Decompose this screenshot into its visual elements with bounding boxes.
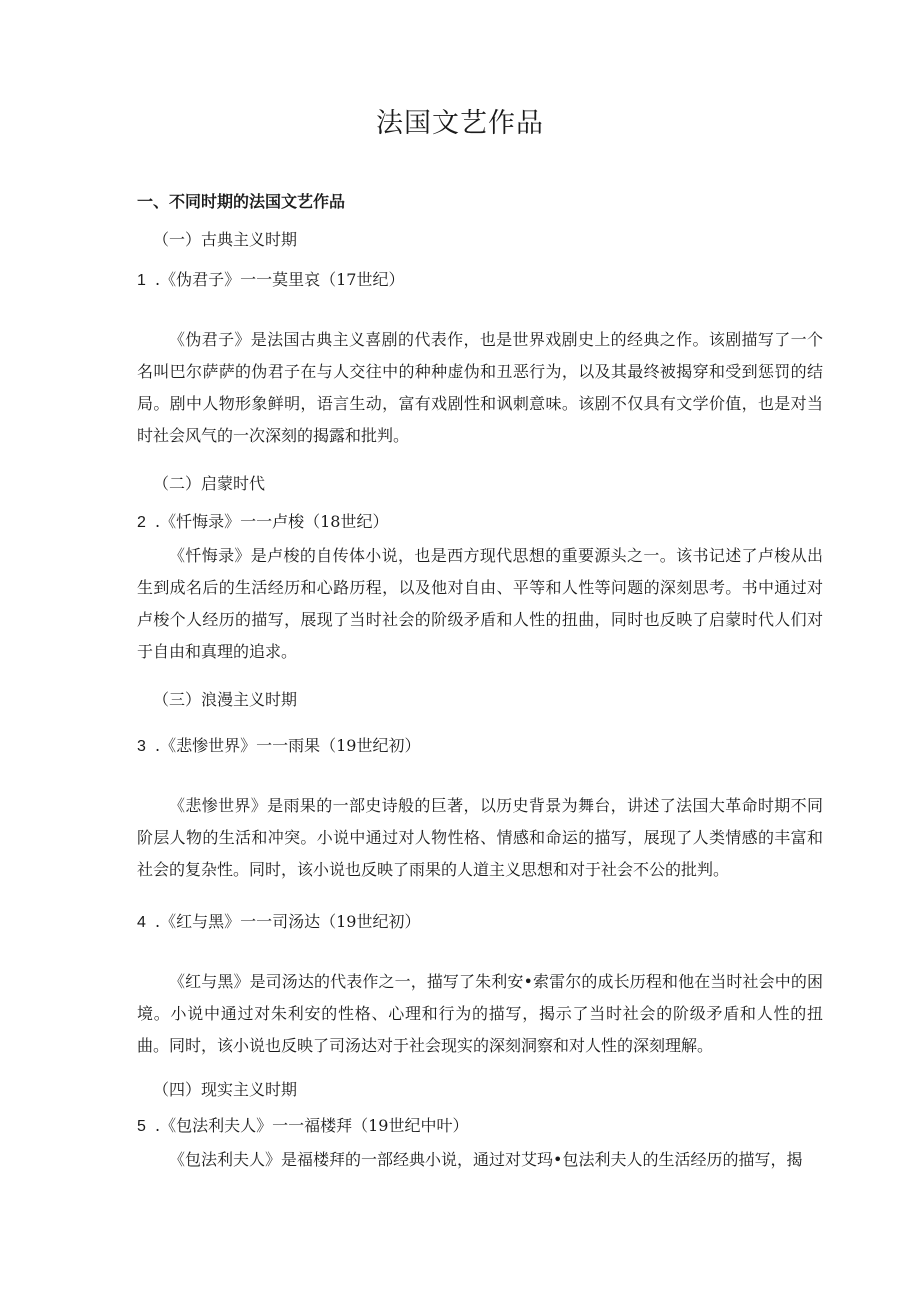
work-paragraph-1: 《伪君子》是法国古典主义喜剧的代表作，也是世界戏剧史上的经典之作。该剧描写了一个名叫巴尔萨萨的伪君子在与人交往中的种种虚伪和丑恶行为，以及其最终被揭穿和受到惩罚的结局。剧中人物形象鲜明，语言生动，富有戏剧性和讽刺意味。该剧不仅具有文学价值，也是对当时社会风气的一次深刻的揭露和批判。 [137, 330, 823, 445]
work-heading-4 [137, 910, 420, 935]
work-paragraph-3: 《悲惨世界》是雨果的一部史诗般的巨著，以历史背景为舞台，讲述了法国大革命时期不同阶层人物的生活和冲突。小说中通过对人物性格、情感和命运的描写，展现了人类情感的丰富和社会的复杂性。同时，该小说也反映了雨果的人道主义思想和对于社会不公的批判。 [137, 796, 823, 879]
work-heading-2 [137, 510, 388, 535]
work-heading-1 [137, 268, 404, 293]
period-label-romanticism: （三）浪漫主义时期 [153, 690, 298, 709]
work-number: 4 [137, 914, 146, 931]
work-number: 1 [137, 272, 146, 289]
work-title: .《伪君子》一一莫里哀（17世纪） [155, 270, 405, 289]
work-number: 2 [137, 514, 146, 531]
work-heading-5 [137, 1114, 468, 1139]
work-paragraph-5: 《包法利夫人》是福楼拜的一部经典小说，通过对艾玛•包法利夫人的生活经历的描写，揭 [169, 1150, 803, 1169]
work-paragraph-2: 《忏悔录》是卢梭的自传体小说，也是西方现代思想的重要源头之一。该书记述了卢梭从出生到成名后的生活经历和心路历程，以及他对自由、平等和人性等问题的深刻思考。书中通过对卢梭个人经历的描写，展现了当时社会的阶级矛盾和人性的扭曲，同时也反映了启蒙时代人们对于自由和真理的追求。 [137, 546, 823, 661]
period-label-classicism: （一）古典主义时期 [153, 230, 298, 249]
section-heading: 一、不同时期的法国文艺作品 [137, 192, 346, 211]
work-number: 5 [137, 1118, 146, 1135]
work-title: .《悲惨世界》一一雨果（19世纪初） [155, 736, 421, 755]
work-heading-3 [137, 734, 420, 759]
document-title: 法国文艺作品 [376, 108, 544, 139]
work-paragraph-4: 《红与黑》是司汤达的代表作之一，描写了朱利安•索雷尔的成长历程和他在当时社会中的困境。小说中通过对朱利安的性格、心理和行为的描写，揭示了当时社会的阶级矛盾和人性的扭曲。同时，该小说也反映了司汤达对于社会现实的深刻洞察和对人性的深刻理解。 [137, 972, 823, 1055]
period-label-enlightenment: （二）启蒙时代 [153, 474, 266, 493]
work-title: .《红与黑》一一司汤达（19世纪初） [155, 912, 421, 931]
work-number: 3 [137, 738, 146, 755]
work-title: .《包法利夫人》一一福楼拜（19世纪中叶） [155, 1116, 469, 1135]
period-label-realism: （四）现实主义时期 [153, 1080, 298, 1099]
work-title: .《忏悔录》一一卢梭（18世纪） [155, 512, 389, 531]
